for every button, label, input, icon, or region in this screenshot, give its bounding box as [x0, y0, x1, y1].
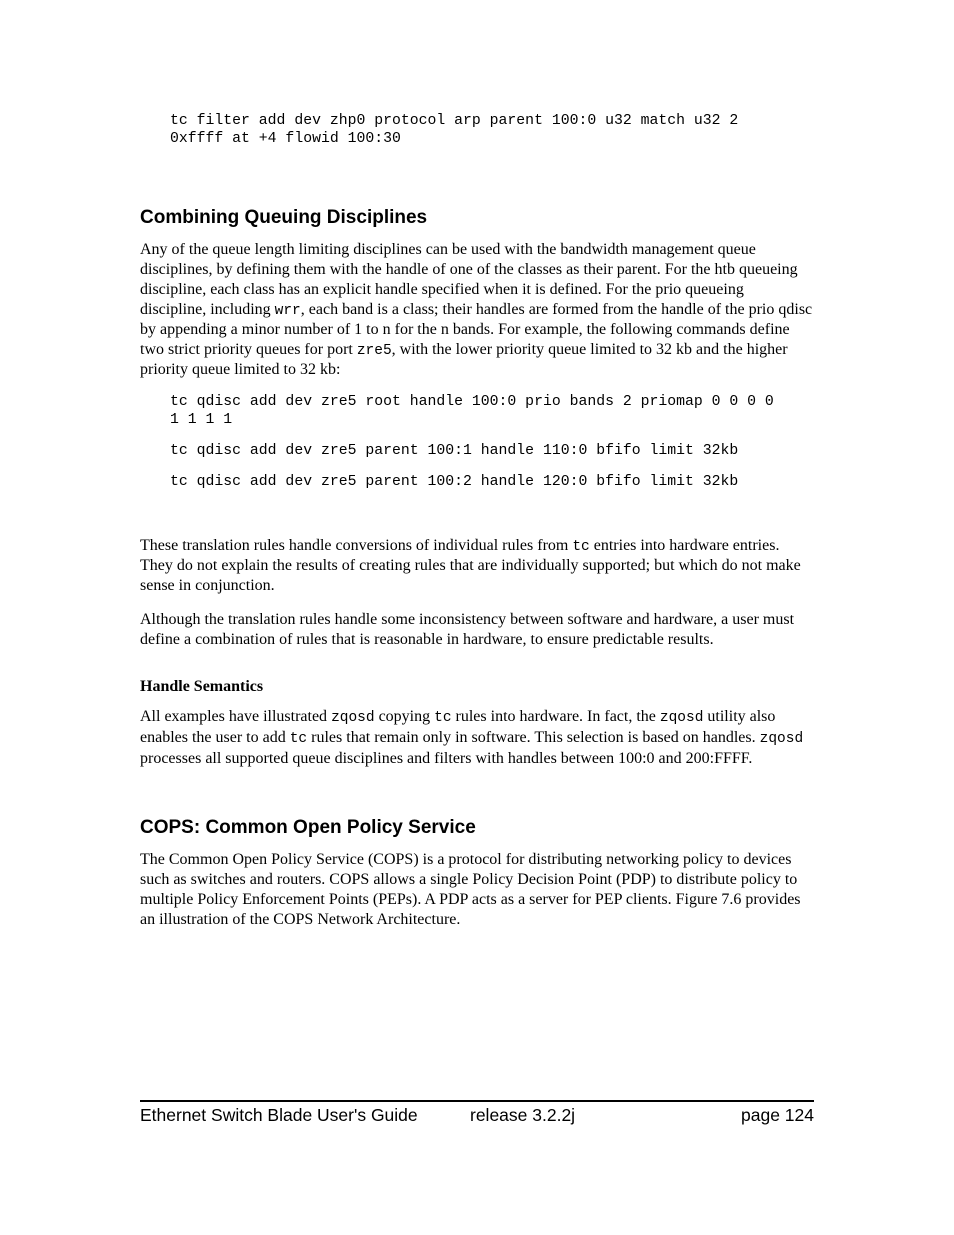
- paragraph-combining: [140, 240, 814, 380]
- inline-code: zqosd: [759, 731, 804, 747]
- text-run: rules that remain only in software. This selection is based on handles.: [307, 729, 760, 746]
- text-run: , each band is a class; their handles are formed from the handle of the prio qdisc by appending a minor number of 1 to n for the n bands. For example, the following commands define two strict priority queues for port: [140, 301, 813, 358]
- code-line: 0xffff at +4 flowid 100:30: [170, 131, 401, 147]
- footer-title: Ethernet Switch Blade User's Guide: [140, 1105, 418, 1125]
- text-run: These translation rules handle conversions of individual rules from: [140, 537, 573, 554]
- paragraph-cops: The Common Open Policy Service (COPS) is a protocol for distributing networking policy to devices such as switches and routers. COPS allows a single Policy Decision Point (PDP) to distribute policy to multiple Policy Enforcement Points (PEPs). A PDP acts as a server for PEP clients. Figure 7.6 provides an illustration of the COPS Network Architecture.: [140, 851, 801, 928]
- subsection-heading-handle-semantics: Handle Semantics: [140, 678, 264, 695]
- code-block-qdisc-root: [170, 393, 844, 429]
- code-block-qdisc-120: tc qdisc add dev zre5 parent 100:2 handle 120:0 bfifo limit 32kb: [170, 474, 739, 490]
- inline-code: zqosd: [659, 710, 704, 726]
- section-heading-combining: Combining Queuing Disciplines: [140, 207, 428, 228]
- paragraph-translation-2: Although the translation rules handle some inconsistency between software and hardware, a user must define a combination of rules that is reasonable in hardware, to ensure predictable results.: [140, 611, 795, 648]
- code-block-qdisc-110: tc qdisc add dev zre5 parent 100:1 handle 110:0 bfifo limit 32kb: [170, 443, 739, 459]
- text-run: Any of the queue length limiting disciplines can be used with the bandwidth management queue disciplines, by defining them with the handle of one of the classes as their parent. For the htb queueing discipline, each class has an explicit handle specified when it is defined. For the prio queueing discipline, including: [140, 241, 798, 318]
- page-footer: [140, 1100, 814, 1125]
- text-run: utility also enables the user to add: [140, 708, 776, 746]
- code-line: tc filter add dev zhp0 protocol arp parent 100:0 u32 match u32 2: [170, 113, 739, 129]
- inline-code: zre5: [356, 343, 392, 359]
- text-run: entries into hardware entries. They do not explain the results of creating rules that are individually supported; but which do not make sense in conjunction.: [140, 537, 801, 594]
- footer-page-number: page 124: [741, 1105, 814, 1125]
- section-heading-cops: COPS: Common Open Policy Service: [140, 817, 476, 838]
- text-run: All examples have illustrated: [140, 708, 332, 725]
- code-line: 1 1 1 1: [170, 412, 233, 428]
- paragraph-handle-semantics: [140, 706, 814, 769]
- inline-code: wrr: [274, 303, 301, 319]
- inline-code: tc: [572, 539, 590, 555]
- inline-code: tc: [434, 710, 452, 726]
- code-block-filter: [170, 112, 844, 148]
- inline-code: tc: [289, 731, 308, 747]
- text-run: rules into hardware. In fact, the: [451, 708, 660, 725]
- text-run: processes all supported queue disciplines and filters with handles between 100:0 and 200:FFFF.: [140, 750, 753, 767]
- text-run: , with the lower priority queue limited to 32 kb and the higher priority queue limited to 32 kb:: [140, 341, 788, 378]
- text-run: copying: [374, 708, 435, 725]
- paragraph-translation-1: [140, 536, 814, 596]
- footer-release: release 3.2.2j: [470, 1105, 576, 1125]
- code-line: tc qdisc add dev zre5 root handle 100:0 prio bands 2 priomap 0 0 0 0: [170, 394, 774, 410]
- inline-code: zqosd: [331, 710, 375, 726]
